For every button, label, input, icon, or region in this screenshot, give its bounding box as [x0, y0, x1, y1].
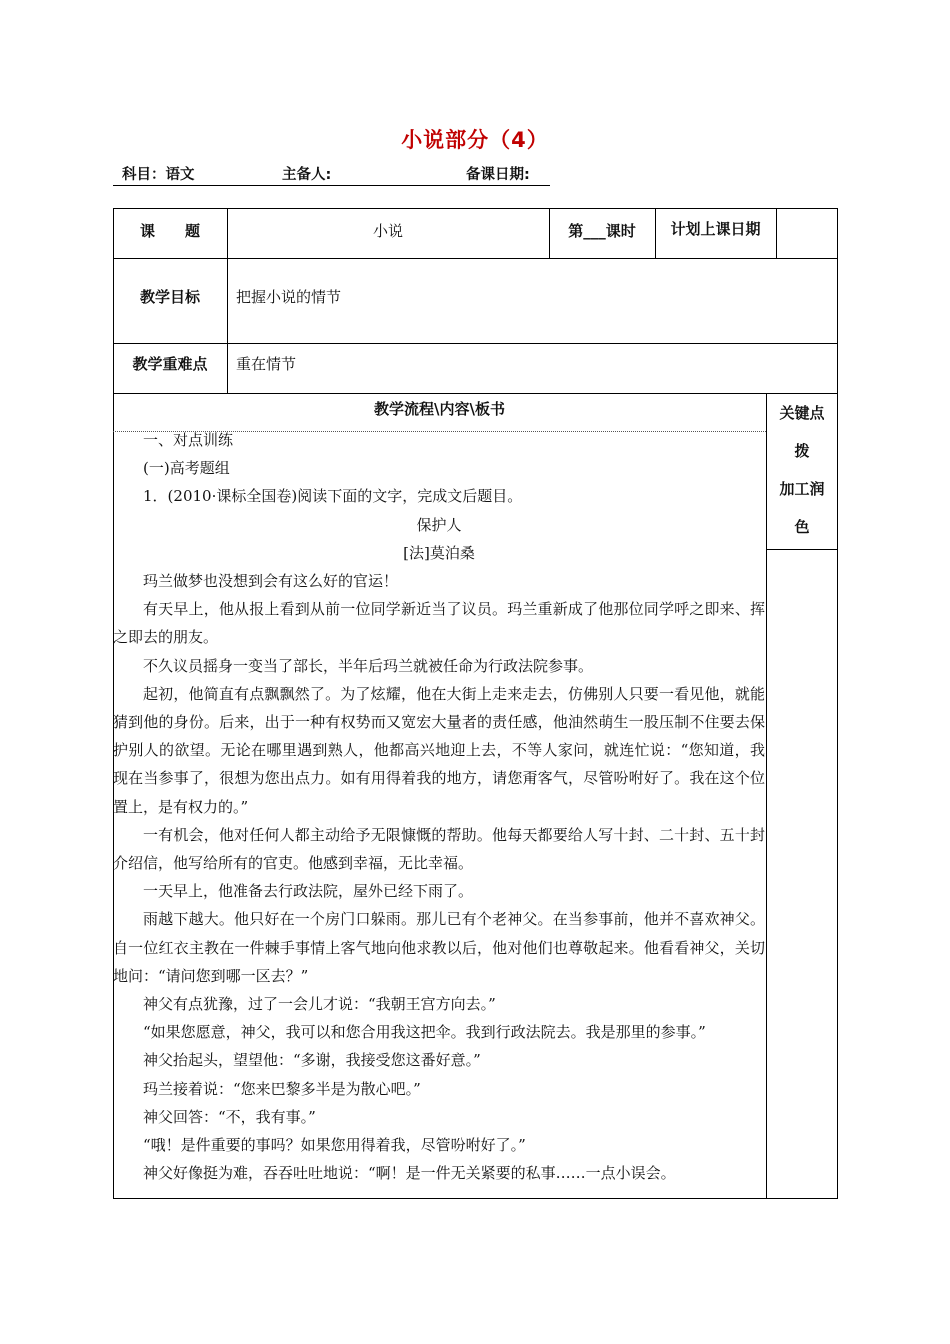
side-label-3: 加工润	[779, 480, 825, 498]
subsection-heading: (一)高考题组	[143, 459, 230, 478]
paragraph: 一有机会，他对任何人都主动给予无限慷慨的帮助。他每天都要给人写十封、二十封、五十封介绍信，他写给所有的官吏。他感到幸福，无比幸福。	[113, 825, 765, 873]
key-point-label: 教学重难点	[132, 355, 208, 373]
story-title: 保护人	[416, 515, 462, 534]
key-point-value: 重在情节	[236, 355, 297, 373]
side-label-4: 色	[794, 518, 810, 536]
section-heading: 一、对点训练	[143, 431, 234, 449]
paragraph: 有天早上，他从报上看到从前一位同学新近当了议员。玛兰重新成了他那位同学呼之即来、挥之即去的朋友。	[113, 600, 765, 647]
paragraph: “哦！是件重要的事吗？如果您用得着我，尽管吩咐好了。”	[143, 1136, 526, 1155]
paragraph: 不久议员摇身一变当了部长，半年后玛兰就被任命为行政法院参事。	[143, 656, 594, 675]
table-rule	[776, 208, 777, 258]
story-author: [法]莫泊桑	[403, 543, 475, 562]
paragraph: 玛兰做梦也没想到会有这么好的官运！	[143, 572, 399, 591]
table-rule	[766, 549, 838, 550]
side-column	[766, 394, 838, 546]
topic-label: 课 题	[139, 222, 200, 240]
paragraph: 神父抬起头，望望他：“多谢，我接受您这番好意。”	[143, 1051, 481, 1070]
goal-label: 教学目标	[139, 288, 200, 306]
subject-field: 科目：语文	[122, 167, 195, 183]
paragraph: 神父回答：“不，我有事。”	[143, 1107, 316, 1126]
paragraph: “如果您愿意，神父，我可以和您合用我这把伞。我到行政法院去。我是那里的参事。”	[143, 1023, 706, 1042]
paragraph: 玛兰接着说：“您来巴黎多半是为散心吧。”	[143, 1079, 421, 1098]
question-text: 1．(2010·课标全国卷)阅读下面的文字，完成文后题目。	[143, 487, 523, 506]
paragraph: 一天早上，他准备去行政法院，屋外已经下雨了。	[143, 882, 474, 901]
paragraph: 起初，他简直有点飘飘然了。为了炫耀，他在大街上走来走去，仿佛别人只要一看见他，就能猜到他的身份。后来，出于一种有权势而又宽宏大量者的责任感，他油然萌生一股压制不住要去保护别人的欲望。无论在哪里遇到熟人，他都高兴地迎上去，不等人家问，就连忙说：“您知道，我现在当参事了，很想为您出点力。如有用得着我的地方，请您甭客气，尽管吩咐好了。我在这个位置上，是有权力的。”	[113, 684, 765, 816]
goal-value: 把握小说的情节	[236, 288, 342, 306]
plan-date-label: 计划上课日期	[670, 220, 761, 238]
flow-label: 教学流程\内容\板书	[374, 400, 505, 418]
side-label-1: 关键点	[779, 404, 825, 422]
paragraph: 神父有点犹豫，过了一会儿才说：“我朝王宫方向去。”	[143, 995, 496, 1014]
table-rule	[113, 393, 838, 394]
paragraph: 神父好像挺为难，吞吞吐吐地说：“啊！是一件无关紧要的私事……一点小误会。	[143, 1164, 676, 1183]
paragraph: 雨越下越大。他只好在一个房门口躲雨。那儿已有个老神父。在当参事前，他并不喜欢神父。自一位红衣主教在一件棘手事情上客气地向他求教以后，他对他们也尊敬起来。他看看神父，关切地问：“请问您到哪一区去？”	[113, 910, 765, 985]
period-label: 第___课时	[568, 222, 636, 240]
table-rule	[113, 343, 838, 344]
meta-line	[113, 163, 550, 186]
document-title: 小说部分（4）	[401, 128, 549, 152]
preparer-field: 主备人:	[282, 167, 332, 183]
side-label-2: 拨	[794, 442, 810, 460]
table-rule	[113, 258, 838, 259]
topic-value: 小说	[372, 222, 403, 240]
lesson-content	[113, 426, 765, 1187]
date-field: 备课日期:	[466, 167, 530, 183]
